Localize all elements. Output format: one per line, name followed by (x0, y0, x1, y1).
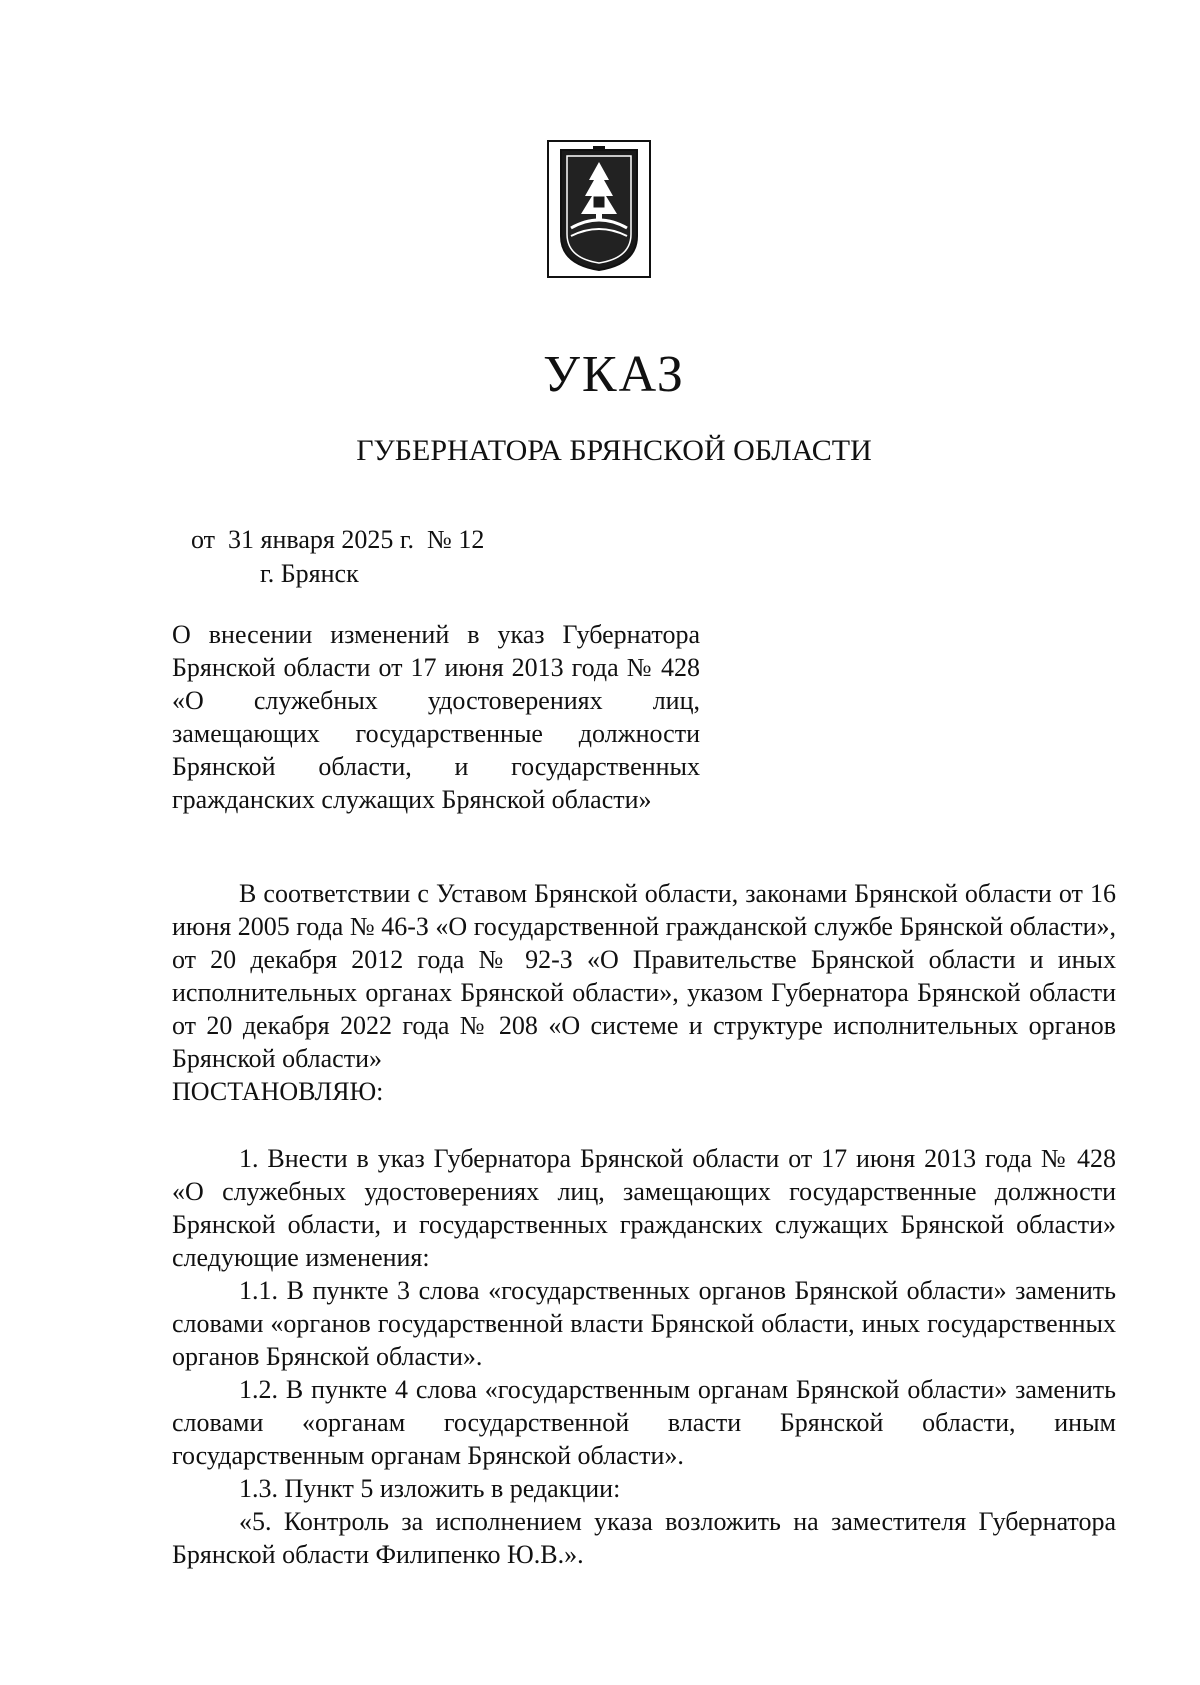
preamble-paragraph: В соответствии с Уставом Брянской области, законами Брянской области от 16 июня 2005 года № 46-З «О государственной гражданской службе Брянской области», от 20 декабря 2012 года № 92-З «О Правительстве Брянской области и иных исполнительных органах Брянской области», указом Губернатора Брянской области от 20 декабря 2022 года № 208 «О системе и структуре исполнительных органов Брянской области» (172, 879, 1116, 1073)
date-and-number: от 31 января 2025 г. № 12 (191, 525, 485, 554)
item-1-3-text: «5. Контроль за исполнением указа возложить на заместителя Губернатора Брянской области Филипенко Ю.В.». (172, 1507, 1116, 1569)
item-1-1: 1.1. В пункте 3 слова «государственных органов Брянской области» заменить словами «органов государственной власти Брянской области, иных государственных органов Брянской области». (172, 1276, 1116, 1371)
city: г. Брянск (260, 559, 359, 588)
coat-of-arms-emblem (547, 140, 651, 278)
item-1: 1. Внести в указ Губернатора Брянской области от 17 июня 2013 года № 428 «О служебных удостоверениях лиц, замещающих государственные должности Брянской области, и государственных гражданских служащих Брянской области» следующие изменения: (172, 1144, 1116, 1272)
decree-word: ПОСТАНОВЛЯЮ: (172, 1077, 384, 1106)
item-1-3: 1.3. Пункт 5 изложить в редакции: (239, 1474, 621, 1503)
decree-subject: О внесении изменений в указ Губернатора Брянской области от 17 июня 2013 года № 428 «О служебных удостоверениях лиц, замещающих государственные должности Брянской области, и государственных гражданских служащих Брянской области» (172, 620, 700, 814)
decree-body (172, 877, 1116, 1571)
item-1-2: 1.2. В пункте 4 слова «государственным органам Брянской области» заменить словами «органам государственной власти Брянской области, иным государственным органам Брянской области». (172, 1375, 1116, 1470)
document-title: УКАЗ (543, 346, 685, 403)
document-subtitle: ГУБЕРНАТОРА БРЯНСКОЙ ОБЛАСТИ (356, 434, 872, 467)
